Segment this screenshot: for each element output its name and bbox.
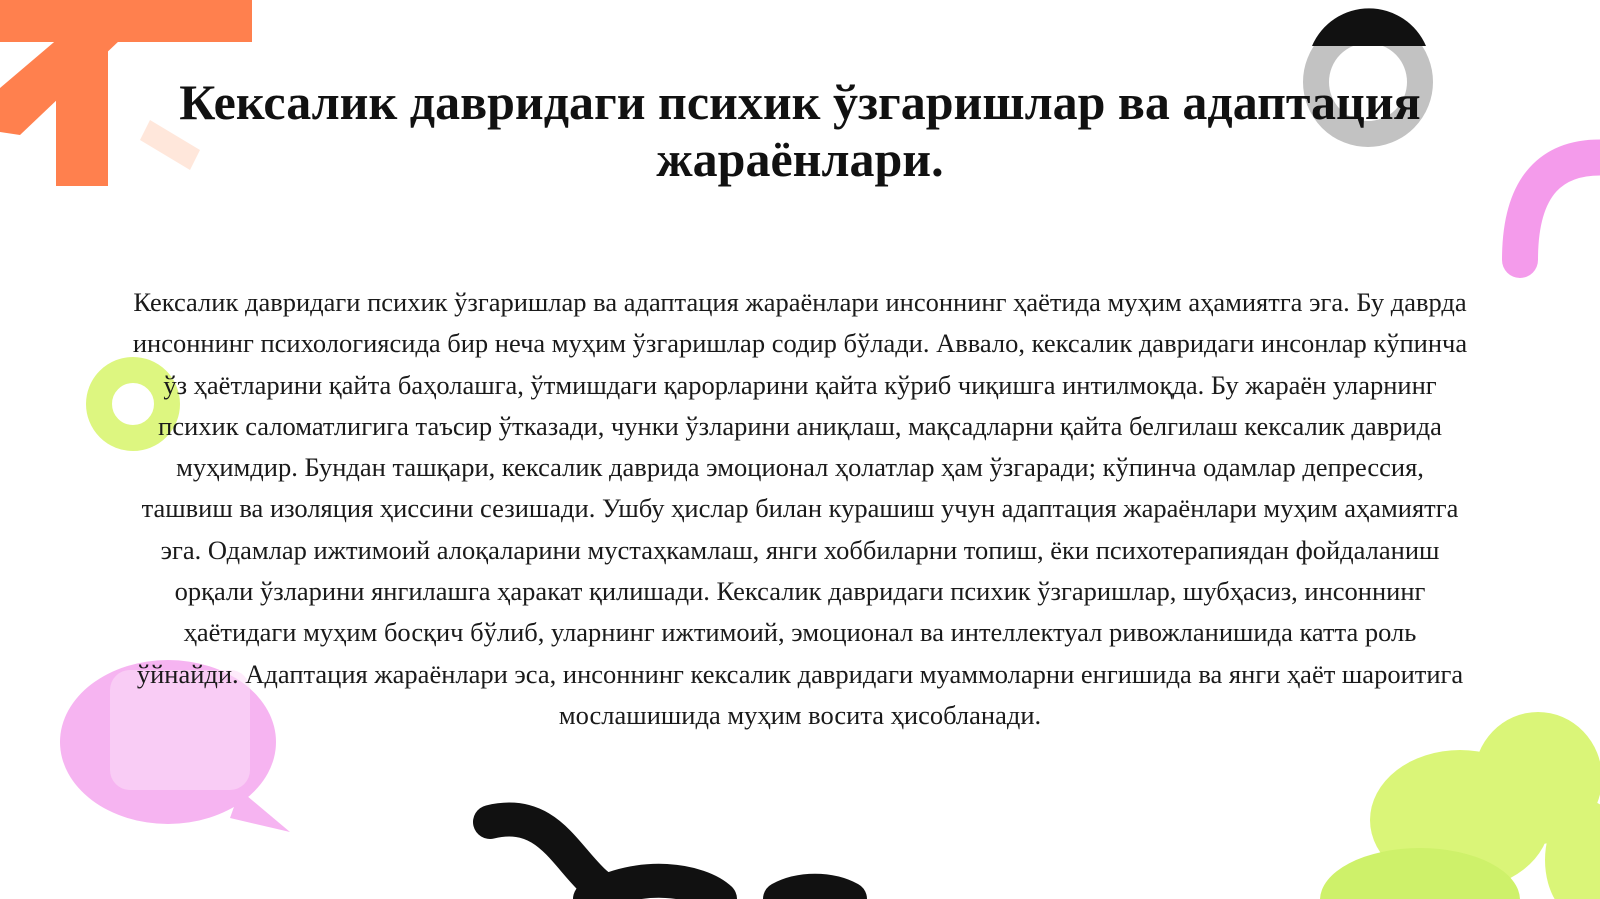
slide-body-text: Кексалик давридаги психик ўзгаришлар ва адаптация жараёнлари инсоннинг ҳаётида муҳим аҳамиятга эга. Бу даврда инсоннинг психологиясида бир неча муҳим ўзгаришлар содир бўлади. Аввало, кексалик давридаги инсонлар кўпинча ўз ҳаётларини қайта баҳолашга, ўтмишдаги қарорларини қайта кўриб чиқишга интилмоқда. Бу жараён уларнинг психик саломатлигига таъсир ўтказади, чунки ўзларини аниқлаш, мақсадларни қайта белгилаш кексалик даврида муҳимдир. Бундан ташқари, кексалик даврида эмоционал ҳолатлар ҳам ўзгаради; кўпинча одамлар депрессия, ташвиш ва изоляция ҳиссини сезишади. Ушбу ҳислар билан курашиш учун адаптация жараёнлари муҳим аҳамиятга эга. Одамлар ижтимоий алоқаларини мустаҳкамлаш, янги хоббиларни топиш, ёки психотерапиядан фойдаланиш орқали ўзларини янгилашга ҳаракат қилишади. Кексалик давридаги психик ўзгаришлар, шубҳасиз, инсоннинг ҳаётидаги муҳим босқич бўлиб, уларнинг ижтимоий, эмоционал ва интеллектуал ривожланишида катта роль ўйнайди. Адаптация жараёнлари эса, инсоннинг кексалик давридаги муаммоларни енгишида ва янги ҳаёт шароитига мослашишида муҳим восита ҳисобланади. [132, 287, 1468, 730]
pink-arc-shape [1520, 157, 1600, 260]
black-squiggle-shape [490, 820, 850, 899]
lime-flower-shape [1320, 712, 1600, 899]
slide-title: Кексалик давридаги психик ўзгаришлар ва адаптация жараёнлари. [179, 74, 1421, 187]
